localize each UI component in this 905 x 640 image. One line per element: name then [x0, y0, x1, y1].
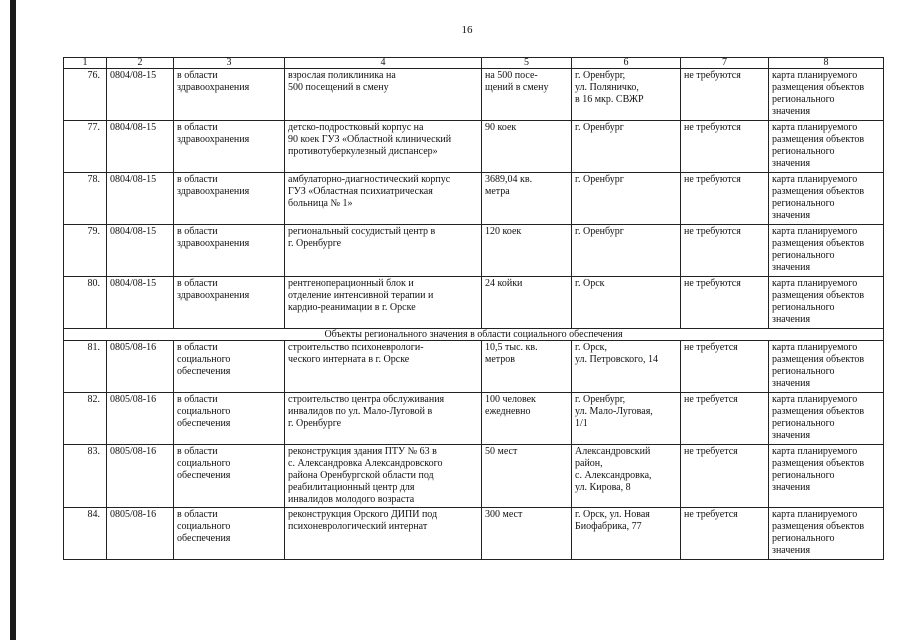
object-name-cell: взрослая поликлиника на 500 посещений в смену [285, 69, 482, 121]
area-cell: в области здравоохранения [174, 225, 285, 277]
requirement-cell: не требуются [681, 225, 769, 277]
capacity-cell: 10,5 тыс. кв. метров [482, 341, 572, 393]
row-number-cell: 76. [64, 69, 107, 121]
requirement-cell: не требуются [681, 121, 769, 173]
row-number-cell: 83. [64, 445, 107, 508]
table-row [64, 508, 884, 560]
capacity-cell: 90 коек [482, 121, 572, 173]
location-cell: г. Орск, ул. Новая Биофабрика, 77 [572, 508, 681, 560]
capacity-cell: 24 койки [482, 277, 572, 329]
column-number: 7 [681, 58, 769, 69]
row-number-cell: 77. [64, 121, 107, 173]
object-name-cell: региональный сосудистый центр в г. Оренбурге [285, 225, 482, 277]
row-number-cell: 84. [64, 508, 107, 560]
code-cell: 0805/08-16 [107, 393, 174, 445]
code-cell: 0804/08-15 [107, 225, 174, 277]
location-cell: г. Оренбург [572, 121, 681, 173]
row-number-cell: 79. [64, 225, 107, 277]
map-cell: карта планируемого размещения объектов регионального значения [769, 173, 884, 225]
code-cell: 0804/08-15 [107, 121, 174, 173]
column-number: 4 [285, 58, 482, 69]
requirement-cell: не требуются [681, 277, 769, 329]
location-cell: г. Оренбург, ул. Мало-Луговая, 1/1 [572, 393, 681, 445]
column-number: 6 [572, 58, 681, 69]
location-cell: г. Орск [572, 277, 681, 329]
requirement-cell: не требуются [681, 173, 769, 225]
table-row [64, 121, 884, 173]
code-cell: 0805/08-16 [107, 508, 174, 560]
object-name-cell: детско-подростковый корпус на 90 коек ГУЗ «Областной клинический противотуберкулезный диспансер» [285, 121, 482, 173]
capacity-cell: 50 мест [482, 445, 572, 508]
row-number-cell: 82. [64, 393, 107, 445]
table-body [64, 58, 884, 560]
requirement-cell: не требуются [681, 69, 769, 121]
page-number: 16 [461, 24, 473, 36]
object-name-cell: реконструкция здания ПТУ № 63 в с. Александровка Александровского района Оренбургской области под реабилитационный центр для инвалидов молодого возраста [285, 445, 482, 508]
map-cell: карта планируемого размещения объектов регионального значения [769, 445, 884, 508]
map-cell: карта планируемого размещения объектов регионального значения [769, 341, 884, 393]
location-cell: г. Оренбург, ул. Поляничко, в 16 мкр. СВЖР [572, 69, 681, 121]
object-name-cell: строительство центра обслуживания инвалидов по ул. Мало-Луговой в г. Оренбурге [285, 393, 482, 445]
table-row [64, 393, 884, 445]
area-cell: в области здравоохранения [174, 173, 285, 225]
column-number-row [64, 58, 884, 69]
object-name-cell: рентгеноперационный блок и отделение интенсивной терапии и кардио-реанимации в г. Орске [285, 277, 482, 329]
row-number-cell: 78. [64, 173, 107, 225]
table-row [64, 69, 884, 121]
table-row [64, 341, 884, 393]
requirement-cell: не требуется [681, 508, 769, 560]
area-cell: в области социального обеспечения [174, 393, 285, 445]
map-cell: карта планируемого размещения объектов регионального значения [769, 121, 884, 173]
map-cell: карта планируемого размещения объектов регионального значения [769, 277, 884, 329]
map-cell: карта планируемого размещения объектов регионального значения [769, 393, 884, 445]
code-cell: 0805/08-16 [107, 445, 174, 508]
location-cell: г. Оренбург [572, 225, 681, 277]
requirement-cell: не требуется [681, 445, 769, 508]
location-cell: г. Оренбург [572, 173, 681, 225]
column-number: 1 [64, 58, 107, 69]
location-cell: г. Орск, ул. Петровского, 14 [572, 341, 681, 393]
table-row [64, 445, 884, 508]
code-cell: 0804/08-15 [107, 277, 174, 329]
section-title: Объекты регионального значения в области социального обеспечения [64, 329, 884, 341]
map-cell: карта планируемого размещения объектов регионального значения [769, 225, 884, 277]
table-row [64, 173, 884, 225]
capacity-cell: 100 человек ежедневно [482, 393, 572, 445]
capacity-cell: 3689,04 кв. метра [482, 173, 572, 225]
code-cell: 0805/08-16 [107, 341, 174, 393]
requirement-cell: не требуется [681, 341, 769, 393]
table-row [64, 277, 884, 329]
area-cell: в области здравоохранения [174, 69, 285, 121]
object-name-cell: реконструкция Орского ДИПИ под психоневрологический интернат [285, 508, 482, 560]
column-number: 2 [107, 58, 174, 69]
section-header-row [64, 329, 884, 341]
area-cell: в области социального обеспечения [174, 508, 285, 560]
map-cell: карта планируемого размещения объектов регионального значения [769, 69, 884, 121]
area-cell: в области социального обеспечения [174, 341, 285, 393]
capacity-cell: 300 мест [482, 508, 572, 560]
column-number: 3 [174, 58, 285, 69]
object-name-cell: амбулаторно-диагностический корпус ГУЗ «Областная психиатрическая больница № 1» [285, 173, 482, 225]
code-cell: 0804/08-15 [107, 69, 174, 121]
table-row [64, 225, 884, 277]
area-cell: в области здравоохранения [174, 121, 285, 173]
capacity-cell: на 500 посе- щений в смену [482, 69, 572, 121]
location-cell: Александровский район, с. Александровка, ул. Кирова, 8 [572, 445, 681, 508]
map-cell: карта планируемого размещения объектов регионального значения [769, 508, 884, 560]
requirement-cell: не требуется [681, 393, 769, 445]
area-cell: в области социального обеспечения [174, 445, 285, 508]
objects-table [63, 57, 884, 560]
binding-edge [10, 0, 16, 640]
column-number: 8 [769, 58, 884, 69]
code-cell: 0804/08-15 [107, 173, 174, 225]
column-number: 5 [482, 58, 572, 69]
row-number-cell: 80. [64, 277, 107, 329]
capacity-cell: 120 коек [482, 225, 572, 277]
object-name-cell: строительство психоневрологи- ческого интерната в г. Орске [285, 341, 482, 393]
area-cell: в области здравоохранения [174, 277, 285, 329]
row-number-cell: 81. [64, 341, 107, 393]
